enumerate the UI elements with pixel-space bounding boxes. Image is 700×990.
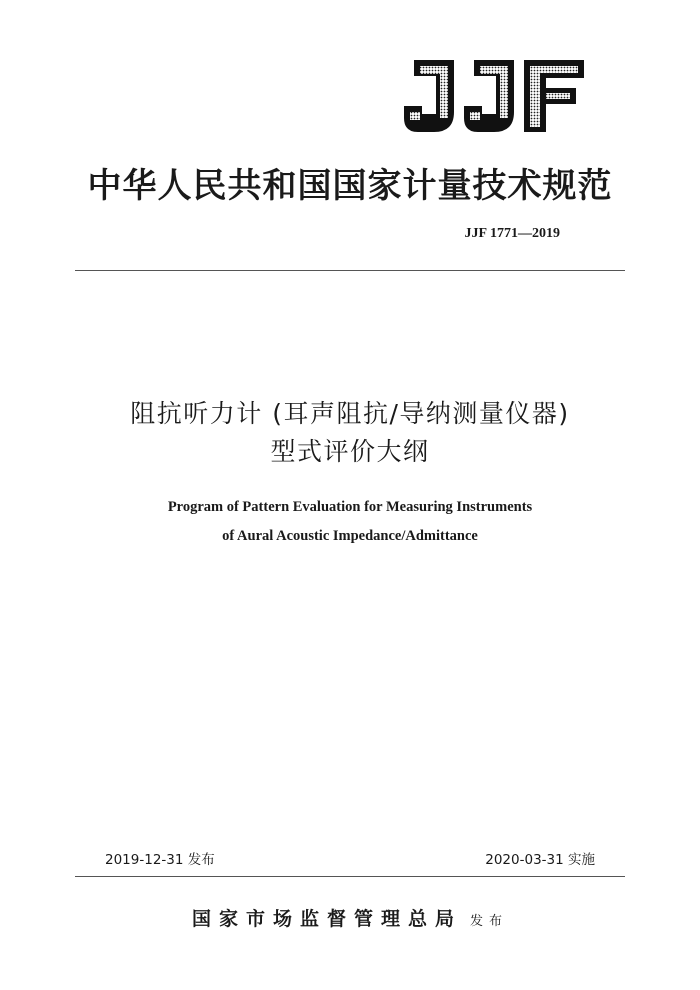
jjf-logo <box>402 58 588 138</box>
issue-date: 2019-12-31 发布 <box>105 852 215 868</box>
publisher-suffix: 发布 <box>470 914 509 929</box>
publisher-name: 国家市场监督管理总局 <box>191 908 462 930</box>
top-divider <box>75 270 625 271</box>
jjf-logo-icon <box>402 58 588 138</box>
document-code: JJF 1771—2019 <box>464 226 560 241</box>
english-title-line-1: Program of Pattern Evaluation for Measuring Instruments <box>167 499 533 515</box>
chinese-title-line-1: 阻抗听力计 (耳声阻抗/导纳测量仪器) <box>130 399 570 428</box>
implementation-date: 2020-03-31 实施 <box>485 852 595 868</box>
series-title: 中华人民共和国国家计量技术规范 <box>87 166 613 206</box>
bottom-divider <box>75 876 625 877</box>
chinese-title-line-2: 型式评价大纲 <box>270 437 430 466</box>
publisher <box>0 904 700 931</box>
english-title-line-2: of Aural Acoustic Impedance/Admittance <box>222 528 478 544</box>
